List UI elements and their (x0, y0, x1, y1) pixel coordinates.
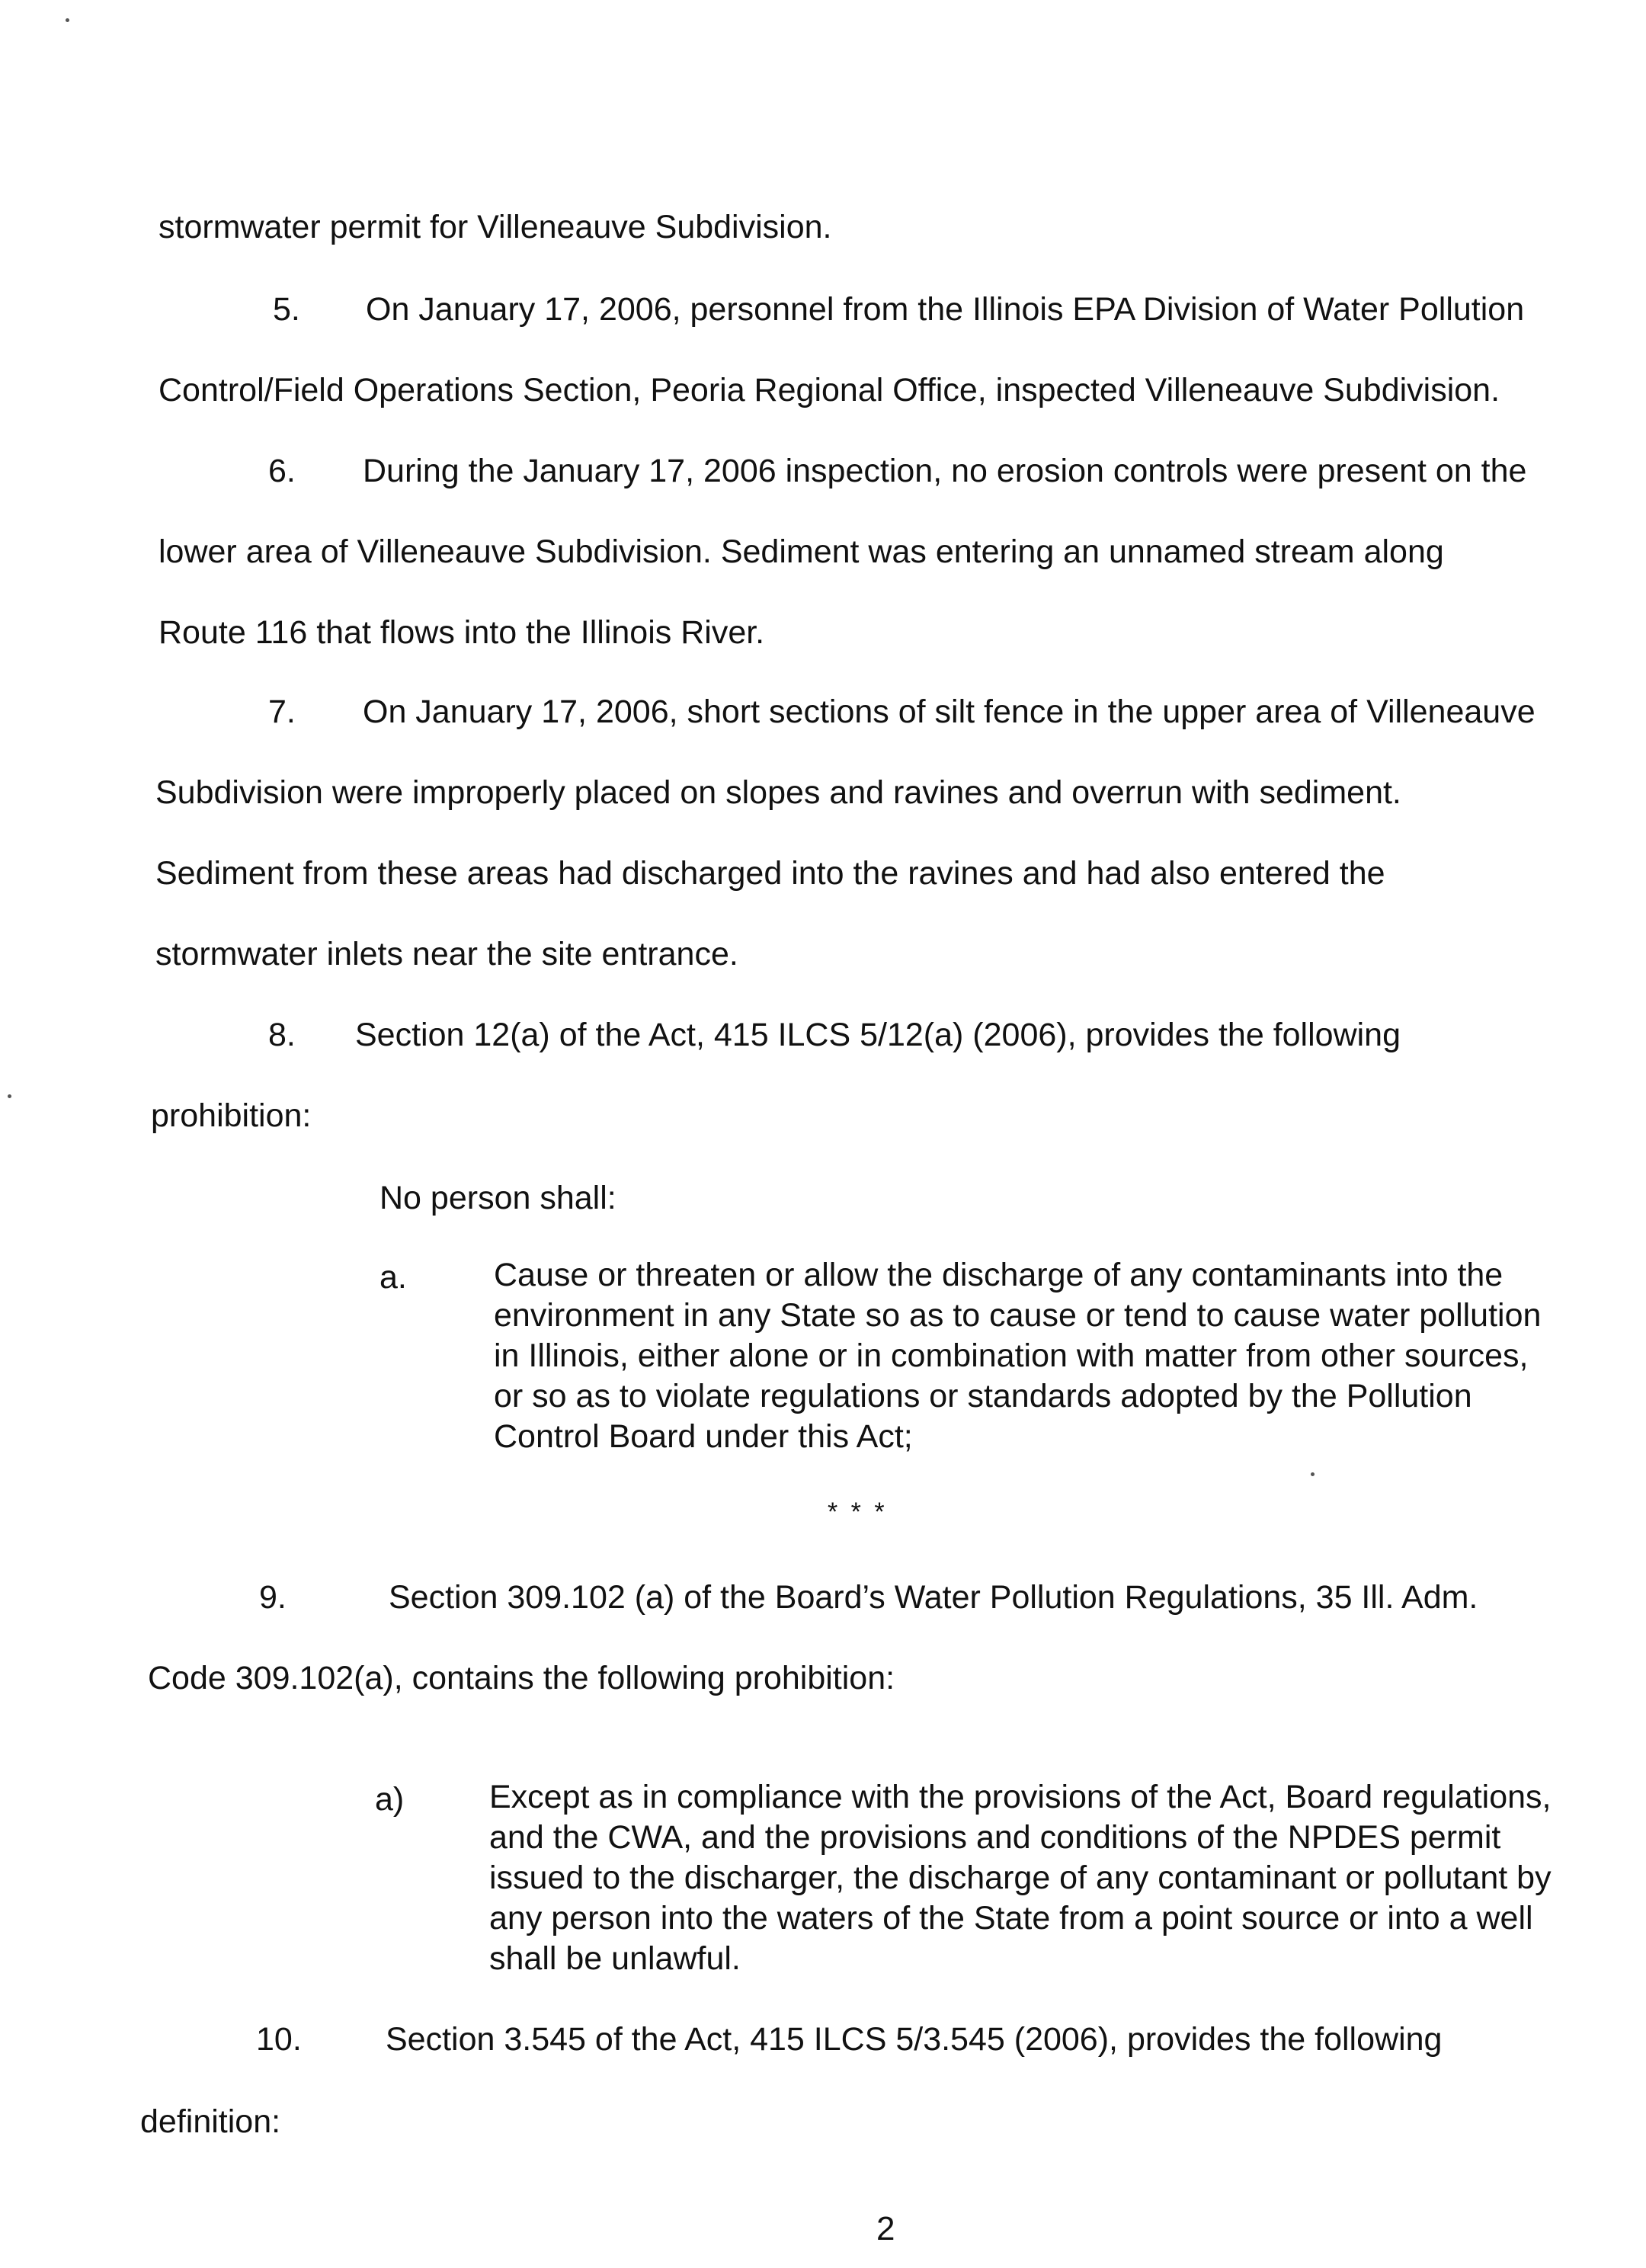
quote-item-text (489, 1777, 1552, 1979)
paragraph-8-line-1: Section 12(a) of the Act, 415 ILCS 5/12(a) (2006), provides the following (355, 1017, 1401, 1053)
paragraph-9-number: 9. (259, 1579, 287, 1616)
paragraph-7-line-2: Subdivision were improperly placed on slopes and ravines and overrun with sediment. (155, 774, 1401, 811)
quote-line: Cause or threaten or allow the discharge of any contaminants into the (494, 1257, 1503, 1293)
quote-line: Except as in compliance with the provisions of the Act, Board regulations, (489, 1779, 1552, 1815)
paragraph-4-continuation: stormwater permit for Villeneauve Subdivision. (159, 209, 832, 245)
quote-intro: No person shall: (379, 1180, 616, 1216)
quote-line: environment in any State so as to cause or tend to cause water pollution (494, 1297, 1542, 1334)
paragraph-9-line-1: Section 309.102 (a) of the Board’s Water Pollution Regulations, 35 Ill. Adm. (389, 1579, 1478, 1616)
paragraph-7-line-1: On January 17, 2006, short sections of silt fence in the upper area of Villeneauve (363, 694, 1536, 730)
paragraph-9-line-2: Code 309.102(a), contains the following prohibition: (148, 1660, 895, 1696)
quote-line: and the CWA, and the provisions and conditions of the NPDES permit (489, 1819, 1501, 1856)
paragraph-5-line-1: On January 17, 2006, personnel from the Illinois EPA Division of Water Pollution (366, 291, 1525, 328)
paragraph-6-line-2: lower area of Villeneauve Subdivision. Sediment was entering an unnamed stream along (159, 533, 1444, 570)
paragraph-8-number: 8. (268, 1017, 296, 1053)
quote-item-text (494, 1255, 1541, 1457)
scan-speck (8, 1094, 11, 1098)
paragraph-5-line-2: Control/Field Operations Section, Peoria Regional Office, inspected Villeneauve Subdivision. (159, 372, 1500, 408)
paragraph-6-line-3: Route 116 that flows into the Illinois River. (159, 614, 765, 651)
paragraph-6-line-1: During the January 17, 2006 inspection, no erosion controls were present on the (363, 453, 1527, 489)
quote-item-marker: a. (379, 1259, 407, 1296)
quote-item-marker: a) (375, 1781, 405, 1818)
paragraph-7-line-4: stormwater inlets near the site entrance. (155, 936, 738, 972)
paragraph-6-number: 6. (268, 453, 296, 489)
quote-line: issued to the discharger, the discharge of any contaminant or pollutant by (489, 1860, 1552, 1896)
quote-line: Control Board under this Act; (494, 1418, 913, 1455)
quote-line: shall be unlawful. (489, 1940, 741, 1977)
omission-asterisks: * * * (828, 1498, 888, 1526)
quote-line: in Illinois, either alone or in combination with matter from other sources, (494, 1337, 1529, 1374)
quote-line: any person into the waters of the State from a point source or into a well (489, 1900, 1533, 1936)
paragraph-8-line-2: prohibition: (151, 1097, 312, 1134)
paragraph-10-line-2: definition: (140, 2103, 281, 2140)
paragraph-10-line-1: Section 3.545 of the Act, 415 ILCS 5/3.545 (2006), provides the following (386, 2021, 1443, 2058)
scan-speck (1311, 1472, 1315, 1476)
scan-speck (66, 18, 69, 22)
paragraph-7-number: 7. (268, 694, 296, 730)
paragraph-7-line-3: Sediment from these areas had discharged into the ravines and had also entered the (155, 855, 1385, 892)
quote-line: or so as to violate regulations or standards adopted by the Pollution (494, 1378, 1472, 1414)
page-number: 2 (876, 2210, 895, 2247)
paragraph-10-number: 10. (256, 2021, 302, 2058)
paragraph-5-number: 5. (273, 291, 300, 328)
